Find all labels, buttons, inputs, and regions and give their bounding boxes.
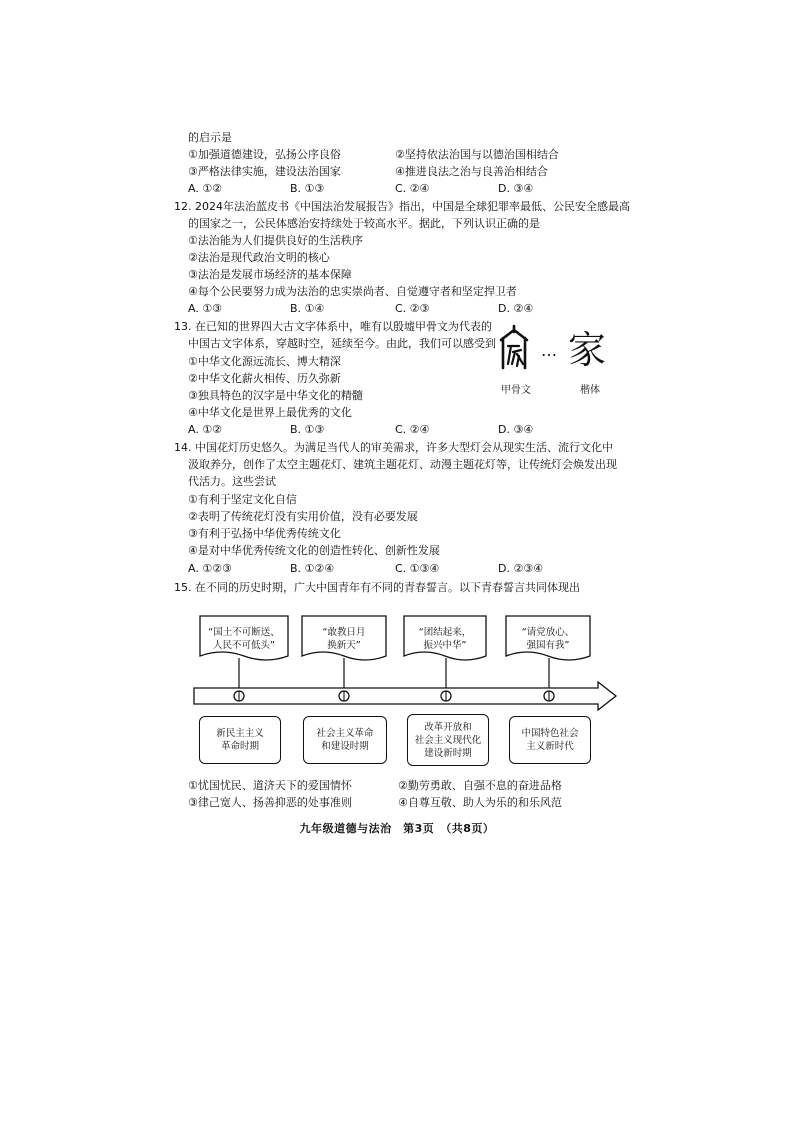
q14-choice-b[interactable]: B. ①②④ — [290, 562, 335, 575]
q14-option-1: ①有利于坚定文化自信 — [188, 493, 297, 506]
q13-option-1: ①中华文化源远流长、博大精深 — [188, 355, 341, 368]
q14-option-2: ②表明了传统花灯没有实用价值，没有必要发展 — [188, 510, 418, 523]
q11-option-1: ①加强道德建设，弘扬公序良俗 — [188, 148, 341, 161]
q15-option-4: ④自尊互敬、助人为乐的和乐风范 — [398, 796, 562, 809]
q13-choice-c[interactable]: C. ②④ — [395, 423, 430, 436]
q13-choice-a[interactable]: A. ①② — [188, 423, 223, 436]
q14-stem-line-1: 14. 中国花灯历史悠久。为满足当代人的审美需求，许多大型灯会从现实生活、流行文化中 — [174, 441, 613, 454]
q15-flag-1-line-2: 人民不可低头” — [213, 640, 275, 651]
q15-flag-3 — [404, 626, 486, 652]
q11-choice-b[interactable]: B. ①③ — [290, 182, 325, 195]
q15-option-2: ②勤劳勇敢、自强不息的奋进品格 — [398, 779, 562, 792]
q12-option-4: ④每个公民要努力成为法治的忠实崇尚者、自觉遵守者和坚定捍卫者 — [188, 285, 517, 298]
q15-flag-3-line-2: 振兴中华” — [423, 640, 467, 651]
q12-option-1: ①法治能为人们提供良好的生活秩序 — [188, 234, 363, 247]
q11-option-4: ④推进良法之治与良善治相结合 — [395, 165, 548, 178]
q15-stem-line-1: 15. 在不同的历史时期，广大中国青年有不同的青春誓言。以下青春誓言共同体现出 — [174, 581, 580, 594]
q15-period-1-line-2: 革命时期 — [220, 741, 259, 752]
q12-option-3: ③法治是发展市场经济的基本保障 — [188, 268, 352, 281]
q15-flag-2 — [302, 626, 386, 652]
q12-stem-line-1: 12. 2024年法治蓝皮书《中国法治发展报告》指出，中国是全球犯罪率最低、公民安全感最高 — [174, 200, 630, 213]
q13-choice-d[interactable]: D. ③④ — [498, 423, 534, 436]
q11-option-2: ②坚持依法治国与以德治国相结合 — [395, 148, 559, 161]
q15-option-3: ③律己宽人、扬善抑恶的处事准则 — [188, 796, 352, 809]
q15-period-3-line-2: 社会主义现代化 — [414, 734, 482, 746]
q15-period-3-line-3: 建设新时期 — [424, 747, 472, 759]
q11-stem-tail: 的启示是 — [188, 131, 232, 144]
q15-flag-2-line-2: 换新天” — [327, 640, 361, 651]
q15-period-4 — [509, 716, 591, 764]
q15-flag-1-line-1: “国土不可断送、 — [208, 627, 280, 638]
q12-option-2: ②法治是现代政治文明的核心 — [188, 251, 330, 264]
q14-choice-c[interactable]: C. ①③④ — [395, 562, 440, 575]
q11-choice-c[interactable]: C. ②④ — [395, 182, 430, 195]
q15-period-3 — [407, 714, 489, 766]
q11-choice-a[interactable]: A. ①② — [188, 182, 223, 195]
q15-period-1-line-1: 新民主主义 — [216, 728, 264, 739]
q15-period-4-line-2: 主义新时代 — [526, 741, 574, 752]
q15-flag-4 — [506, 626, 590, 652]
q13-figure-label-kaishu: 楷体 — [580, 385, 600, 396]
page-footer: 九年级道德与法治 第3页 （共8页） — [299, 822, 495, 835]
q12-choice-a[interactable]: A. ①③ — [188, 302, 223, 315]
q15-flag-1 — [200, 626, 288, 652]
q14-choice-d[interactable]: D. ②③④ — [498, 562, 544, 575]
q11-choice-d[interactable]: D. ③④ — [498, 182, 534, 195]
q13-stem-line-2: 中国古文字体系，穿越时空，延续至今。由此，我们可以感受到 — [188, 337, 496, 350]
q15-period-2-line-2: 和建设时期 — [321, 741, 369, 752]
q14-option-4: ④是对中华优秀传统文化的创造性转化、创新性发展 — [188, 544, 440, 557]
q14-stem-line-2: 汲取养分，创作了太空主题花灯、建筑主题花灯、动漫主题花灯等，让传统灯会焕发出现 — [188, 458, 617, 471]
q14-option-3: ③有利于弘扬中华优秀传统文化 — [188, 527, 341, 540]
q15-period-3-line-1: 改革开放和 — [424, 721, 472, 733]
q15-flag-4-line-2: 强国有我” — [526, 640, 570, 651]
q15-option-1: ①忧国忧民、道济天下的爱国情怀 — [188, 779, 352, 792]
q13-option-3: ③独具特色的汉字是中华文化的精髓 — [188, 389, 363, 402]
q15-period-2 — [303, 716, 387, 764]
q12-choice-b[interactable]: B. ①④ — [290, 302, 325, 315]
q12-stem-line-2: 的国家之一，公民体感治安持续处于较高水平。据此，下列认识正确的是 — [188, 217, 540, 230]
q14-stem-line-3: 代活力。这些尝试 — [188, 475, 276, 488]
q15-period-4-line-1: 中国特色社会 — [521, 728, 579, 739]
q14-choice-a[interactable]: A. ①②③ — [188, 562, 232, 575]
q15-timeline-diagram — [190, 608, 622, 720]
q13-option-4: ④中华文化是世界上最优秀的文化 — [188, 406, 352, 419]
q15-period-1 — [199, 716, 281, 764]
q13-figure-label-oracle: 甲骨文 — [501, 385, 531, 396]
q13-stem-line-1: 13. 在已知的世界四大古文字体系中，唯有以殷墟甲骨文为代表的 — [174, 320, 492, 333]
q13-option-2: ②中华文化薪火相传、历久弥新 — [188, 372, 341, 385]
q13-choice-b[interactable]: B. ①③ — [290, 423, 325, 436]
q12-choice-c[interactable]: C. ②③ — [395, 302, 430, 315]
q15-flag-3-line-1: “团结起来， — [418, 627, 472, 638]
q15-period-2-line-1: 社会主义革命 — [316, 728, 374, 739]
q15-flag-2-line-1: “敢教日月 — [322, 627, 366, 638]
q15-flag-4-line-1: “请党放心、 — [521, 627, 575, 638]
q11-option-3: ③严格法律实施，建设法治国家 — [188, 165, 341, 178]
oracle-bone-jia-glyph-icon — [497, 324, 531, 372]
q13-figure-ellipsis: … — [541, 341, 558, 360]
q13-figure-kaishu-char: 家 — [568, 328, 607, 372]
q12-choice-d[interactable]: D. ②④ — [498, 302, 534, 315]
